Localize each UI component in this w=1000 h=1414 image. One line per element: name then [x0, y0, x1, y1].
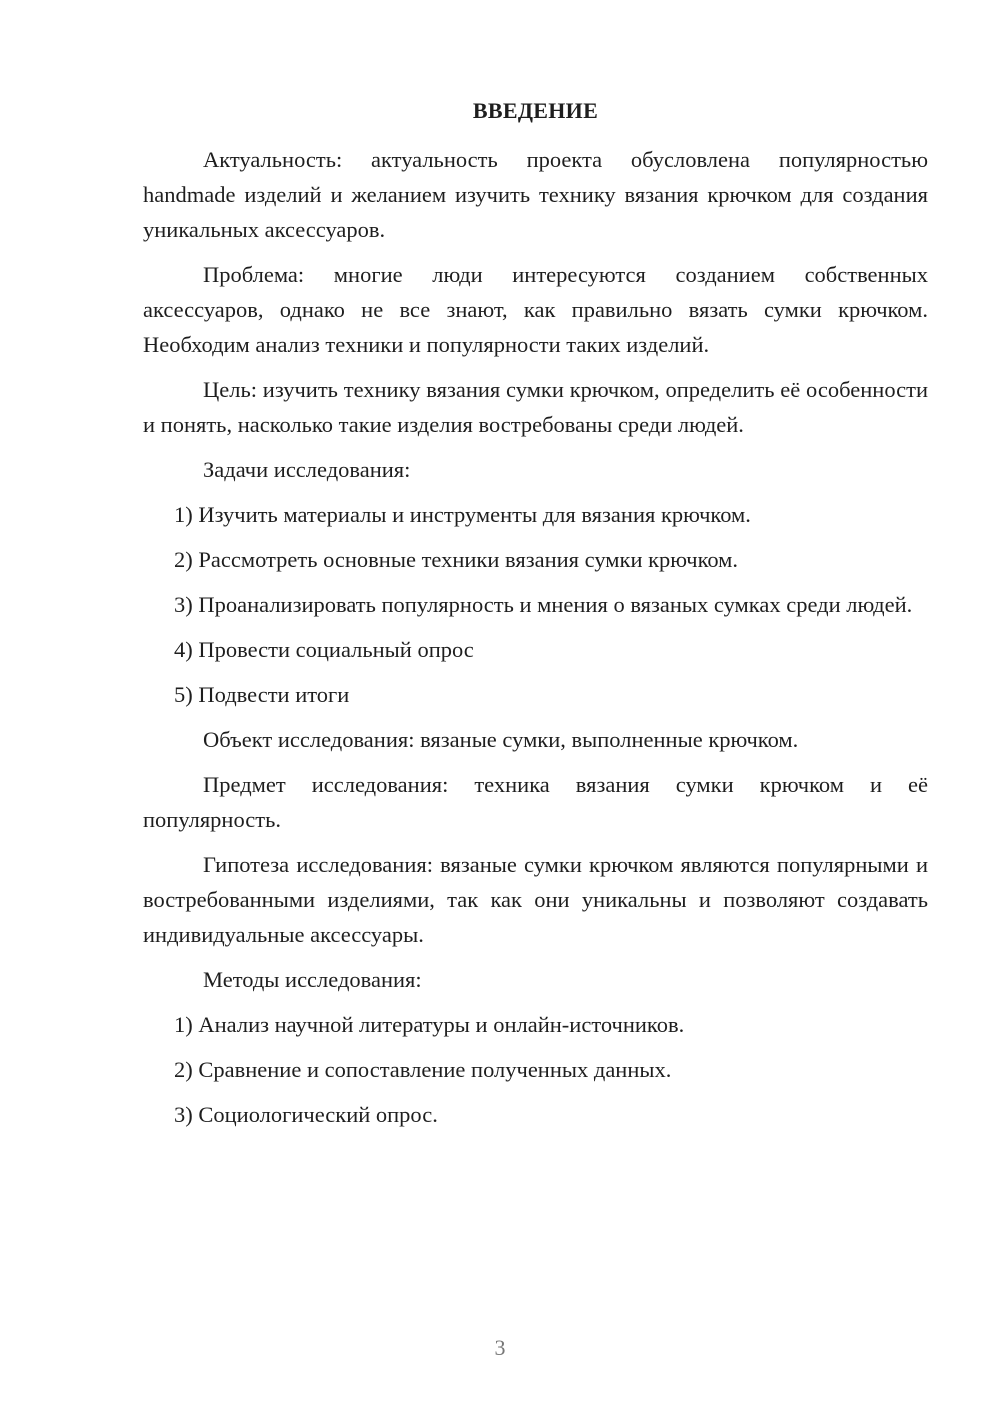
subject-paragraph: Предмет исследования: техника вязания сумки крючком и её популярность.: [143, 772, 928, 832]
tasks-heading: Задачи исследования:: [203, 457, 411, 482]
task-item: 1) Изучить материалы и инструменты для вязания крючком.: [174, 502, 751, 527]
task-item: 2) Рассмотреть основные техники вязания сумки крючком.: [174, 547, 739, 572]
task-item: 3) Проанализировать популярность и мнения о вязаных сумках среди людей.: [174, 592, 913, 617]
method-item: 2) Сравнение и сопоставление полученных данных.: [174, 1057, 672, 1082]
section-title: ВВЕДЕНИЕ: [472, 98, 599, 123]
task-item: 5) Подвести итоги: [174, 682, 350, 707]
task-item: 4) Провести социальный опрос: [174, 637, 474, 662]
page-number: 3: [494, 1335, 506, 1360]
hypothesis-paragraph: Гипотеза исследования: вязаные сумки крючком являются популярными и востребованными изделиями, так как они уникальны и позволяют создавать индивидуальные аксессуары.: [143, 852, 928, 947]
body-text: [143, 142, 928, 1142]
goal-paragraph: Цель: изучить технику вязания сумки крючком, определить её особенности и понять, насколько такие изделия востребованы среди людей.: [143, 377, 928, 437]
method-item: 1) Анализ научной литературы и онлайн-источников.: [174, 1012, 685, 1037]
methods-heading: Методы исследования:: [203, 967, 422, 992]
relevance-paragraph: Актуальность: актуальность проекта обусловлена популярностью handmade изделий и желанием изучить технику вязания крючком для создания уникальных аксессуаров.: [143, 147, 928, 242]
problem-paragraph: Проблема: многие люди интересуются созданием собственных аксессуаров, однако не все знают, как правильно вязать сумки крючком. Необходим анализ техники и популярности таких изделий.: [143, 262, 928, 357]
object-paragraph: Объект исследования: вязаные сумки, выполненные крючком.: [203, 727, 799, 752]
method-item: 3) Социологический опрос.: [174, 1102, 438, 1127]
